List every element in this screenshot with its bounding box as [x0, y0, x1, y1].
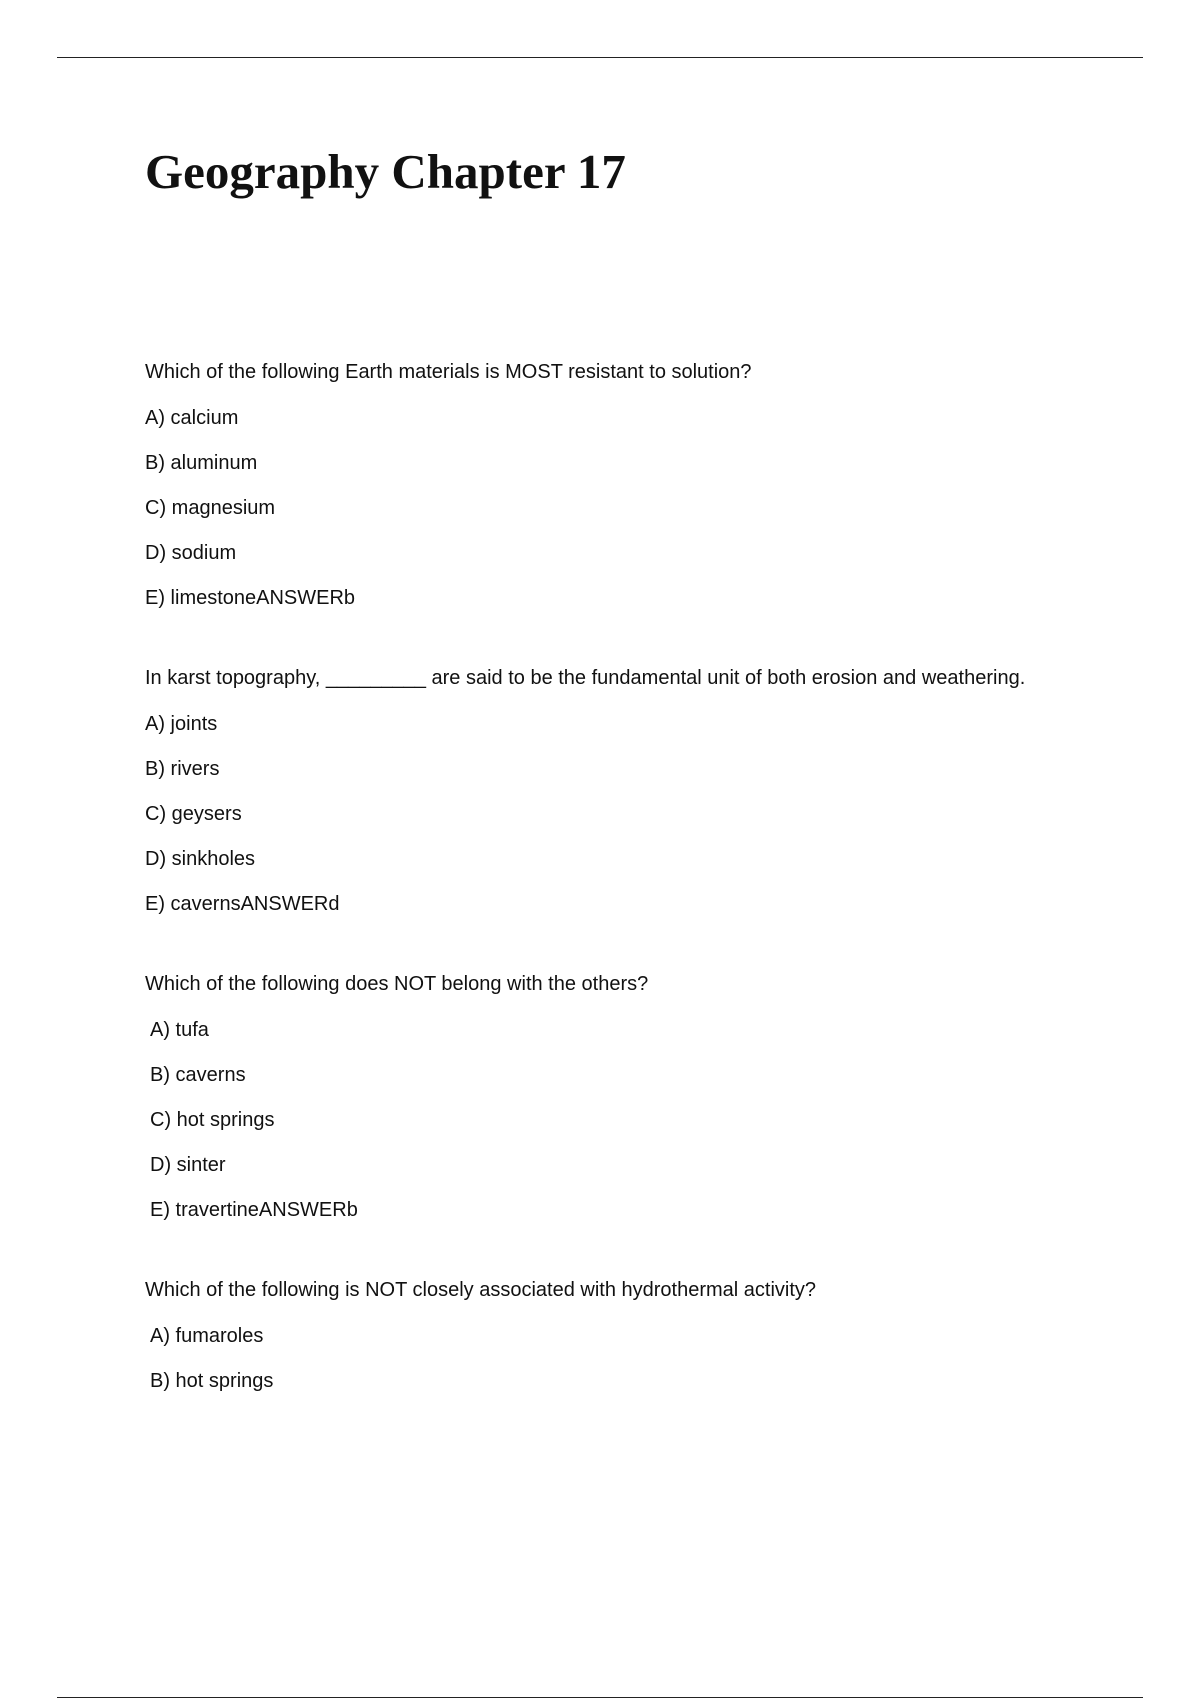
answer-option: D) sodium	[145, 542, 237, 564]
question-block	[145, 972, 1105, 1222]
answer-option: C) magnesium	[145, 497, 276, 519]
question-list	[145, 360, 1105, 1449]
question-text: Which of the following is NOT closely associated with hydrothermal activity?	[145, 1279, 817, 1301]
answer-option: E) limestoneANSWERb	[145, 587, 356, 609]
answer-option: B) aluminum	[145, 452, 258, 474]
answer-option: A) calcium	[145, 407, 239, 429]
question-text: Which of the following does NOT belong with the others?	[145, 973, 649, 995]
answer-option: B) hot springs	[150, 1370, 274, 1392]
answer-option: E) travertineANSWERb	[150, 1199, 358, 1221]
answer-option: B) rivers	[145, 758, 220, 780]
answer-option: D) sinter	[150, 1154, 226, 1176]
answer-option: A) tufa	[150, 1019, 209, 1041]
answer-option: C) hot springs	[150, 1109, 275, 1131]
bottom-rule	[57, 1697, 1143, 1698]
answer-option: C) geysers	[145, 803, 242, 825]
question-block	[145, 1278, 1105, 1393]
question-block	[145, 666, 1105, 916]
question-block	[145, 360, 1105, 610]
answer-option: E) cavernsANSWERd	[145, 893, 340, 915]
top-rule	[57, 57, 1143, 58]
question-text: In karst topography, _________ are said to be the fundamental unit of both erosion and weathering.	[145, 667, 1026, 689]
answer-option: A) fumaroles	[150, 1325, 264, 1347]
question-text: Which of the following Earth materials is MOST resistant to solution?	[145, 361, 752, 383]
answer-option: D) sinkholes	[145, 848, 256, 870]
document-title: Geography Chapter 17	[145, 144, 626, 199]
answer-option: A) joints	[145, 713, 218, 735]
answer-option: B) caverns	[150, 1064, 246, 1086]
